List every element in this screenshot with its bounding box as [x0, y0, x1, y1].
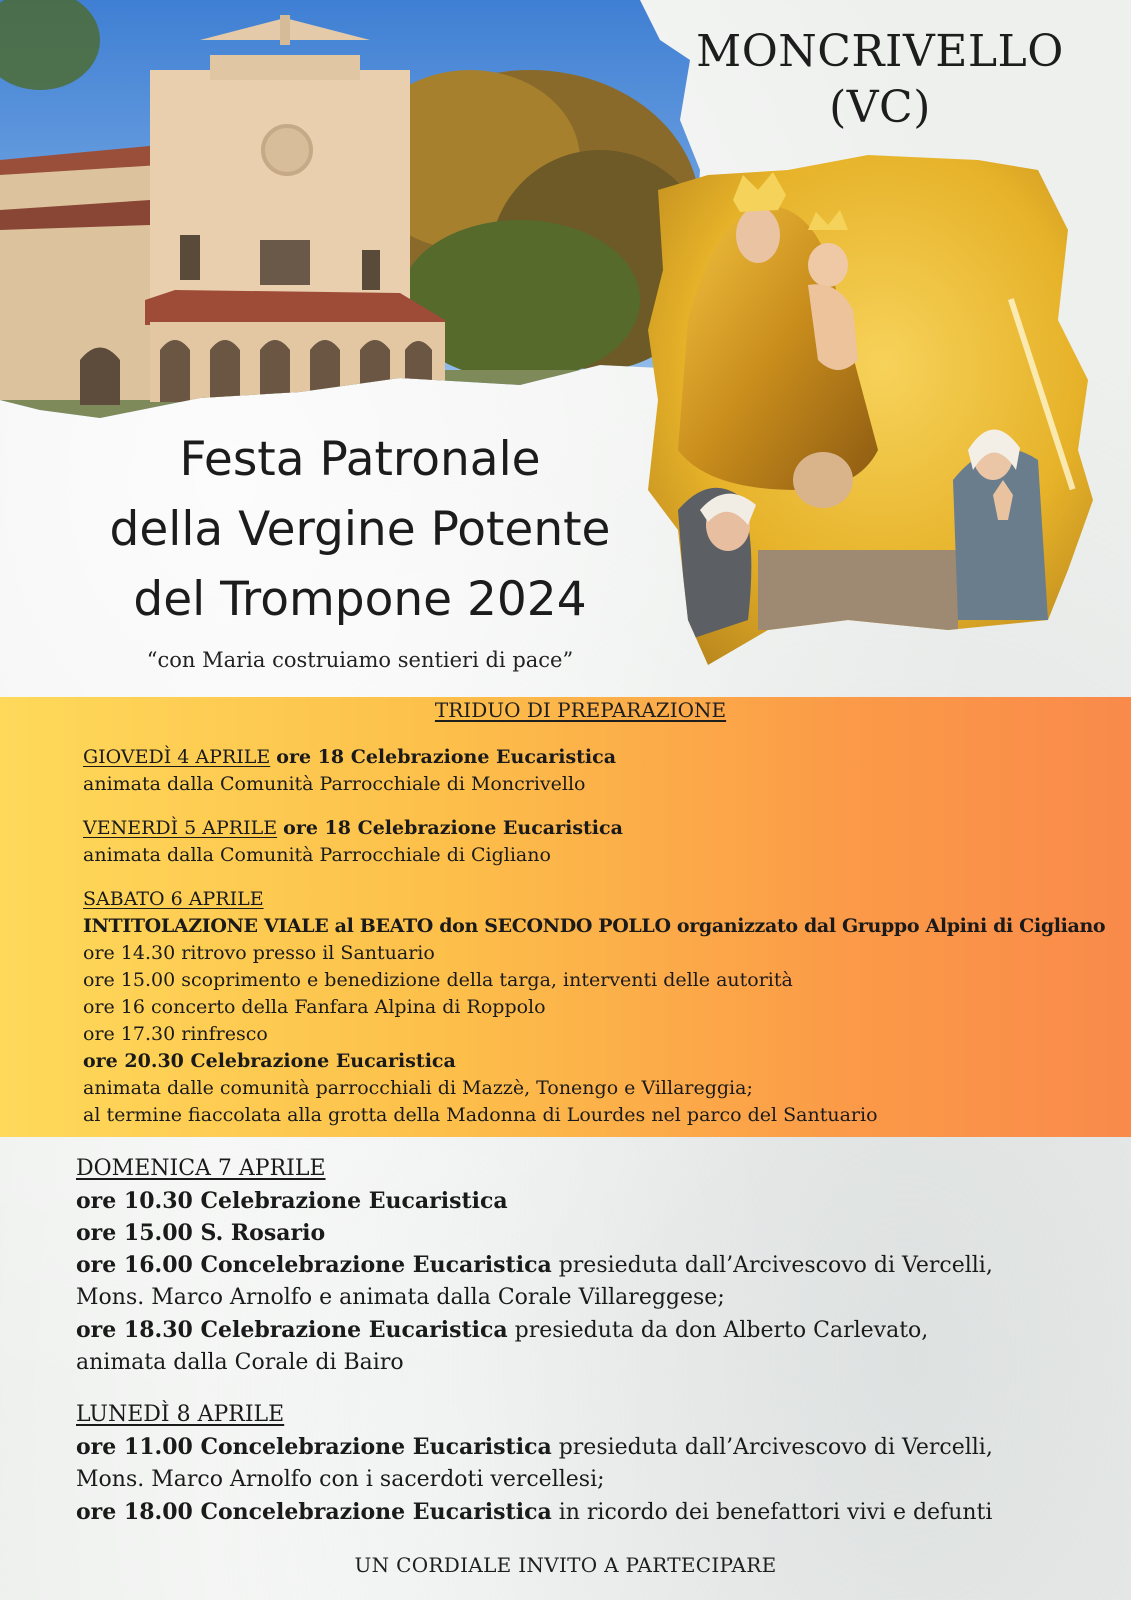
statue-photo — [648, 150, 1118, 690]
lunedi-line-3-bold: ore 18.00 Concelebrazione Eucaristica — [76, 1499, 552, 1525]
town-heading — [650, 24, 1110, 136]
title-line-2: della Vergine Potente — [109, 502, 611, 557]
domenica-date: DOMENICA 7 APRILE — [76, 1156, 326, 1181]
domenica-line-4: Mons. Marco Arnolfo e animata dalla Corale Villareggese; — [76, 1285, 725, 1310]
domenica-line-2: ore 15.00 S. Rosario — [76, 1220, 326, 1246]
venerdi-note: animata dalla Comunità Parrocchiale di Cigliano — [83, 844, 551, 866]
sabato-date: SABATO 6 APRILE — [83, 888, 264, 910]
lunedi-line-1-rest: presieduta dall’Arcivescovo di Vercelli, — [551, 1435, 993, 1460]
sabato-item-4: ore 17.30 rinfresco — [83, 1023, 268, 1045]
closing-invitation: UN CORDIALE INVITO A PARTECIPARE — [354, 1553, 777, 1577]
church-photo — [0, 0, 700, 430]
domenica-line-3-rest: presieduta dall’Arcivescovo di Vercelli, — [551, 1253, 993, 1278]
sabato-item-2: ore 15.00 scoprimento e benedizione della targa, interventi delle autorità — [83, 969, 793, 991]
title-line-3: del Trompone 2024 — [133, 572, 587, 627]
festival-title — [60, 425, 660, 635]
giovedi-note: animata dalla Comunità Parrocchiale di Moncrivello — [83, 773, 586, 795]
lunedi-block — [76, 1399, 993, 1529]
sabato-item-1: ore 14.30 ritrovo presso il Santuario — [83, 942, 435, 964]
venerdi-event: ore 18 Celebrazione Eucaristica — [283, 817, 623, 839]
motto: “con Maria costruiamo sentieri di pace” — [146, 648, 574, 672]
giovedi-date: GIOVEDÌ 4 APRILE — [83, 746, 271, 768]
giovedi-event: ore 18 Celebrazione Eucaristica — [276, 746, 617, 768]
lunedi-date: LUNEDÌ 8 APRILE — [76, 1402, 285, 1427]
domenica-line-5-bold: ore 18.30 Celebrazione Eucaristica — [76, 1317, 508, 1343]
triduo-heading: TRIDUO DI PREPARAZIONE — [434, 698, 727, 722]
sabato-item-3: ore 16 concerto della Fanfara Alpina di Roppolo — [83, 996, 546, 1018]
lunedi-line-1-bold: ore 11.00 Concelebrazione Eucaristica — [76, 1434, 552, 1460]
town-name: MONCRIVELLO — [696, 26, 1064, 77]
domenica-line-6: animata dalla Corale di Bairo — [76, 1350, 404, 1375]
domenica-block — [76, 1153, 993, 1379]
domenica-line-5-rest: presieduta da don Alberto Carlevato, — [507, 1318, 929, 1343]
province: (VC) — [829, 82, 931, 133]
lunedi-line-2: Mons. Marco Arnolfo con i sacerdoti vercellesi; — [76, 1467, 605, 1492]
venerdi-date: VENERDÌ 5 APRILE — [83, 817, 278, 839]
domenica-line-3-bold: ore 16.00 Concelebrazione Eucaristica — [76, 1252, 552, 1278]
sabato-block — [83, 886, 1105, 1129]
lunedi-line-3-rest: in ricordo dei benefattori vivi e defunti — [551, 1500, 993, 1525]
title-line-1: Festa Patronale — [179, 432, 541, 487]
sabato-evening-note-2: al termine fiaccolata alla grotta della Madonna di Lourdes nel parco del Santuario — [83, 1104, 878, 1126]
domenica-line-1: ore 10.30 Celebrazione Eucaristica — [76, 1188, 508, 1214]
giovedi-block — [83, 744, 616, 798]
sabato-evening-note-1: animata dalle comunità parrocchiali di Mazzè, Tonengo e Villareggia; — [83, 1077, 753, 1099]
sabato-evening-event: ore 20.30 Celebrazione Eucaristica — [83, 1050, 456, 1072]
sabato-headline: INTITOLAZIONE VIALE al BEATO don SECONDO POLLO organizzato dal Gruppo Alpini di Cigliano — [83, 915, 1106, 937]
venerdi-block — [83, 815, 623, 869]
